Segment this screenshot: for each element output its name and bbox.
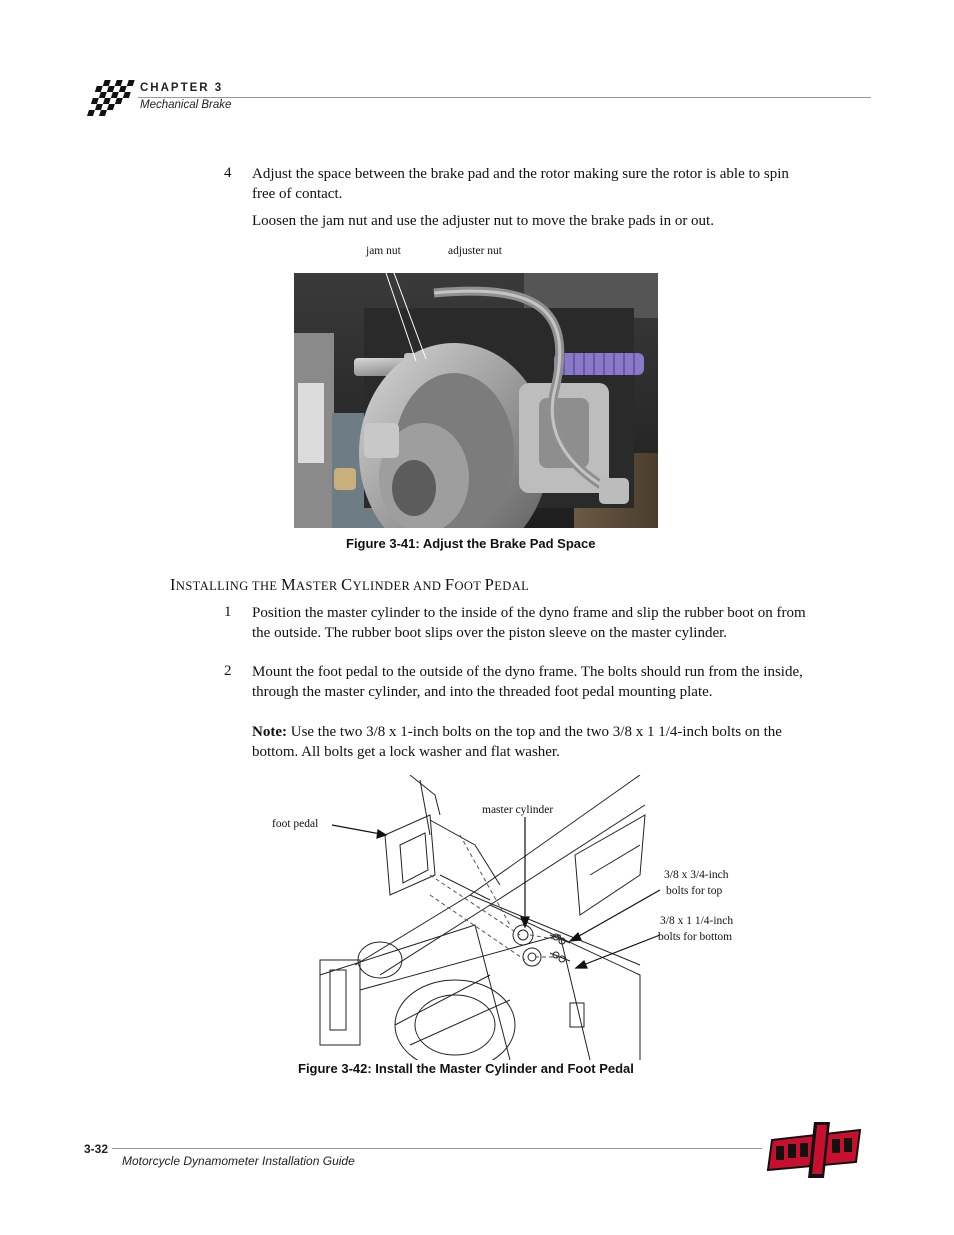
section-heading bbox=[170, 575, 529, 595]
heading-rest-1: NSTALLING THE bbox=[175, 579, 281, 593]
label-bottom-bolts-line-2: bolts for bottom bbox=[658, 931, 733, 943]
heading-rest-4: OOT bbox=[454, 579, 485, 593]
label-top-bolts-line-2: bolts for top bbox=[666, 885, 723, 897]
figure-41-caption: Figure 3-41: Adjust the Brake Pad Space bbox=[346, 536, 596, 551]
heading-cap-5: P bbox=[484, 575, 495, 594]
step-number: 4 bbox=[224, 165, 232, 181]
figure-42-caption: Figure 3-42: Install the Master Cylinder and Foot Pedal bbox=[298, 1061, 634, 1076]
header-rule bbox=[138, 97, 871, 98]
step-text: Mount the foot pedal to the outside of the dyno frame. The bolts should run from the inside, through the master cylinder, and into the threaded foot pedal mounting plate. bbox=[252, 664, 803, 700]
heading-cap-3: C bbox=[341, 575, 353, 594]
heading-rest-3: YLINDER AND bbox=[352, 579, 445, 593]
heading-cap-4: F bbox=[444, 575, 455, 594]
label-foot-pedal: foot pedal bbox=[272, 818, 319, 830]
step-text: Adjust the space between the brake pad and the rotor making sure the rotor is able to spin free of contact. bbox=[252, 166, 789, 202]
heading-rest-2: ASTER bbox=[296, 579, 342, 593]
note-paragraph bbox=[252, 723, 812, 762]
label-adjuster-nut: adjuster nut bbox=[448, 245, 502, 257]
label-bottom-bolts-line-1: 3/8 x 1 1/4-inch bbox=[660, 915, 734, 927]
label-master-cylinder: master cylinder bbox=[482, 804, 554, 816]
note-label: Note: bbox=[252, 724, 287, 740]
step-number: 1 bbox=[224, 604, 232, 620]
checkered-flag-icon bbox=[84, 76, 136, 120]
brake-assembly-photo bbox=[294, 273, 658, 528]
step-text: Position the master cylinder to the inside of the dyno frame and slip the rubber boot on from the outside. The rubber boot slips over the piston sleeve on the master cylinder. bbox=[252, 605, 806, 641]
note-text: Use the two 3/8 x 1-inch bolts on the top and the two 3/8 x 1 1/4-inch bolts on the bottom. All bolts get a lock washer and flat washer. bbox=[252, 724, 782, 760]
guide-title: Motorcycle Dynamometer Installation Guide bbox=[122, 1154, 355, 1168]
step-number: 2 bbox=[224, 663, 232, 679]
dynojet-logo-icon bbox=[764, 1122, 868, 1180]
chapter-label: CHAPTER 3 bbox=[140, 82, 224, 94]
step-followup-text: Loosen the jam nut and use the adjuster nut to move the brake pads in or out. bbox=[252, 213, 714, 229]
chapter-title: Mechanical Brake bbox=[140, 99, 232, 111]
heading-cap-2: M bbox=[280, 575, 297, 594]
footer-rule bbox=[112, 1148, 762, 1149]
heading-cap-1: I bbox=[170, 575, 176, 594]
heading-rest-5: EDAL bbox=[494, 579, 530, 593]
page-number: 3-32 bbox=[84, 1142, 109, 1156]
label-top-bolts-line-1: 3/8 x 3/4-inch bbox=[664, 869, 729, 881]
label-jam-nut: jam nut bbox=[366, 245, 401, 257]
